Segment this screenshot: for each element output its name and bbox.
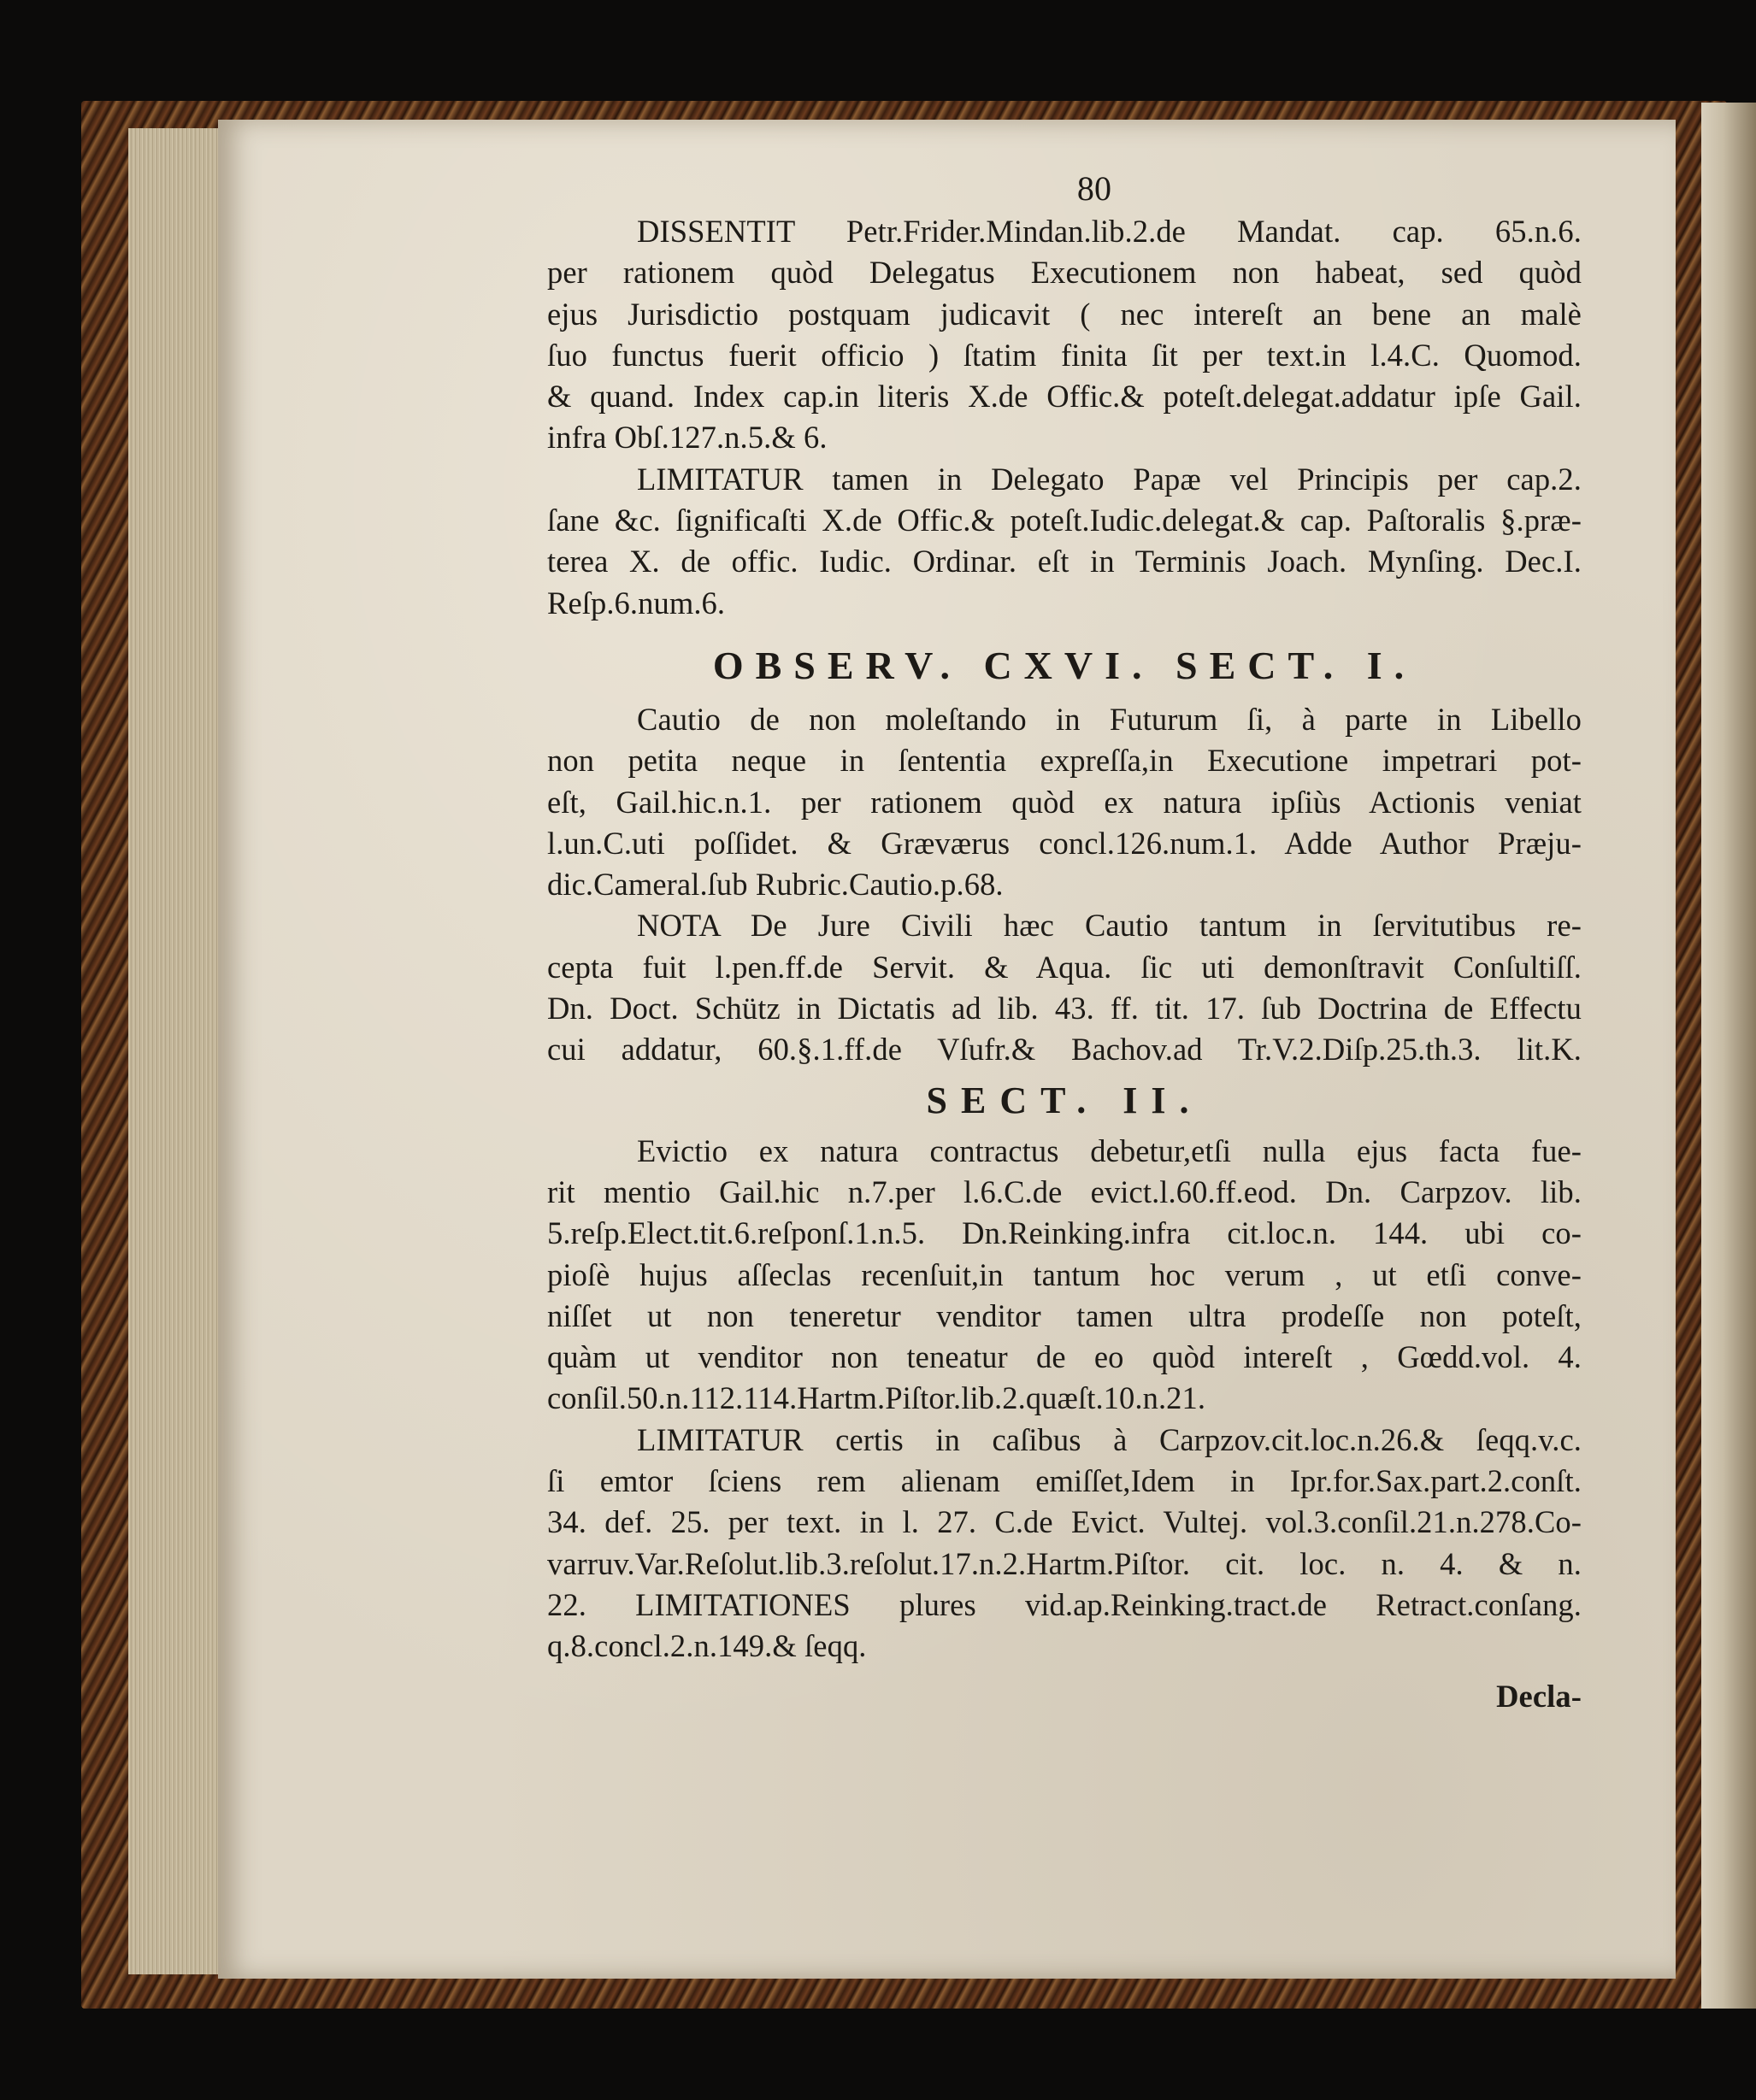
- text-line: non petita neque in ſententia expreſſa,in Executione impetrari pot-: [547, 743, 1582, 779]
- page-text: [547, 167, 1582, 1721]
- text-line: 22. LIMITATIONES plures vid.ap.Reinking.tract.de Retract.conſang.: [547, 1586, 1582, 1622]
- paragraph-dissentit: [547, 211, 1582, 459]
- text-line: ejus Jurisdictio postquam judicavit ( nec intereſt an bene an malè: [547, 296, 1582, 332]
- page-edges: [128, 128, 222, 1974]
- text-line: Evictio ex natura contractus debetur,etſi nulla ejus facta fue-: [637, 1132, 1582, 1168]
- catchword: Decla-: [1496, 1678, 1582, 1714]
- text-line: & quand. Index cap.in literis X.de Offic.& poteſt.delegat.addatur ipſe Gail.: [547, 379, 1582, 415]
- text-line: NOTA De Jure Civili hæc Cautio tantum in ſervitutibus re-: [637, 908, 1582, 944]
- text-line: cepta fuit l.pen.ff.de Servit. & Aqua. ſic uti demonſtravit Conſultiſſ.: [547, 949, 1582, 985]
- text-line: niſſet ut non teneretur venditor tamen ultra prodeſſe non poteſt,: [547, 1297, 1582, 1333]
- text-line: quàm ut venditor non teneatur de eo quòd intereſt , Gœdd.vol. 4.: [547, 1339, 1582, 1375]
- paragraph-limitatur-1: [547, 459, 1582, 624]
- text-line: ſuo functus fuerit officio ) ſtatim finita ſit per text.in l.4.C. Quomod.: [547, 337, 1582, 373]
- text-line: ſane &c. ſignificaſti X.de Offic.& poteſt.Iudic.delegat.& cap. Paſtoralis §.præ-: [547, 503, 1582, 538]
- facing-page-edge: [1701, 103, 1756, 2009]
- text-line: DISSENTIT Petr.Frider.Mindan.lib.2.de Mandat. cap. 65.n.6.: [637, 214, 1582, 249]
- text-line: LIMITATUR tamen in Delegato Papæ vel Principis per cap.2.: [637, 461, 1582, 497]
- text-line: Dn. Doct. Schütz in Dictatis ad lib. 43. ff. tit. 17. ſub Doctrina de Effectu: [547, 991, 1582, 1026]
- text-line: Cautio de non moleſtando in Futurum ſi, à parte in Libello: [637, 701, 1582, 737]
- page-number: 80: [1076, 169, 1112, 208]
- text-line: 34. def. 25. per text. in l. 27. C.de Evict. Vultej. vol.3.conſil.21.n.278.Co-: [547, 1504, 1582, 1540]
- section-heading: OBSERV. CXVI. SECT. I.: [712, 643, 1417, 687]
- text-line: conſil.50.n.112.114.Hartm.Piſtor.lib.2.quæſt.10.n.21.: [547, 1380, 1206, 1416]
- text-line: dic.Cameral.ſub Rubric.Cautio.p.68.: [547, 867, 1004, 903]
- text-line: terea X. de offic. Iudic. Ordinar. eſt in Terminis Joach. Mynſing. Dec.I.: [547, 544, 1582, 579]
- text-line: rit mentio Gail.hic n.7.per l.6.C.de evict.l.60.ff.eod. Dn. Carpzov. lib.: [547, 1174, 1582, 1209]
- paragraph-cautio: [547, 699, 1582, 905]
- text-line: per rationem quòd Delegatus Executionem non habeat, sed quòd: [547, 255, 1582, 291]
- text-line: pioſè hujus aſſeclas recenſuit,in tantum hoc verum , ut etſi conve-: [547, 1256, 1582, 1292]
- text-line: ſi emtor ſciens rem alienam emiſſet,Idem in Ipr.for.Sax.part.2.conſt.: [547, 1463, 1582, 1499]
- text-line: Reſp.6.num.6.: [547, 585, 726, 621]
- text-line: l.un.C.uti poſſidet. & Græværus concl.126.num.1. Adde Author Præju-: [547, 825, 1582, 861]
- text-line: eſt, Gail.hic.n.1. per rationem quòd ex natura ipſiùs Actionis veniat: [547, 784, 1582, 820]
- section-heading-2: SECT. II.: [926, 1079, 1203, 1121]
- text-line: cui addatur, 60.§.1.ff.de Vſufr.& Bachov.ad Tr.V.2.Diſp.25.th.3. lit.K.: [547, 1032, 1582, 1068]
- text-line: varruv.Var.Reſolut.lib.3.reſolut.17.n.2.Hartm.Piſtor. cit. loc. n. 4. & n.: [547, 1545, 1582, 1581]
- paragraph-limitatur-2: [547, 1420, 1582, 1668]
- paragraph-nota: [547, 905, 1582, 1070]
- text-line: LIMITATUR certis in caſibus à Carpzov.cit.loc.n.26.& ſeqq.v.c.: [637, 1421, 1582, 1457]
- text-line: 5.reſp.Elect.tit.6.reſponſ.1.n.5. Dn.Reinking.infra cit.loc.n. 144. ubi co-: [547, 1215, 1582, 1251]
- paragraph-evictio: [547, 1131, 1582, 1420]
- text-line: infra Obſ.127.n.5.& 6.: [547, 420, 828, 456]
- text-line: q.8.concl.2.n.149.& ſeqq.: [547, 1628, 867, 1664]
